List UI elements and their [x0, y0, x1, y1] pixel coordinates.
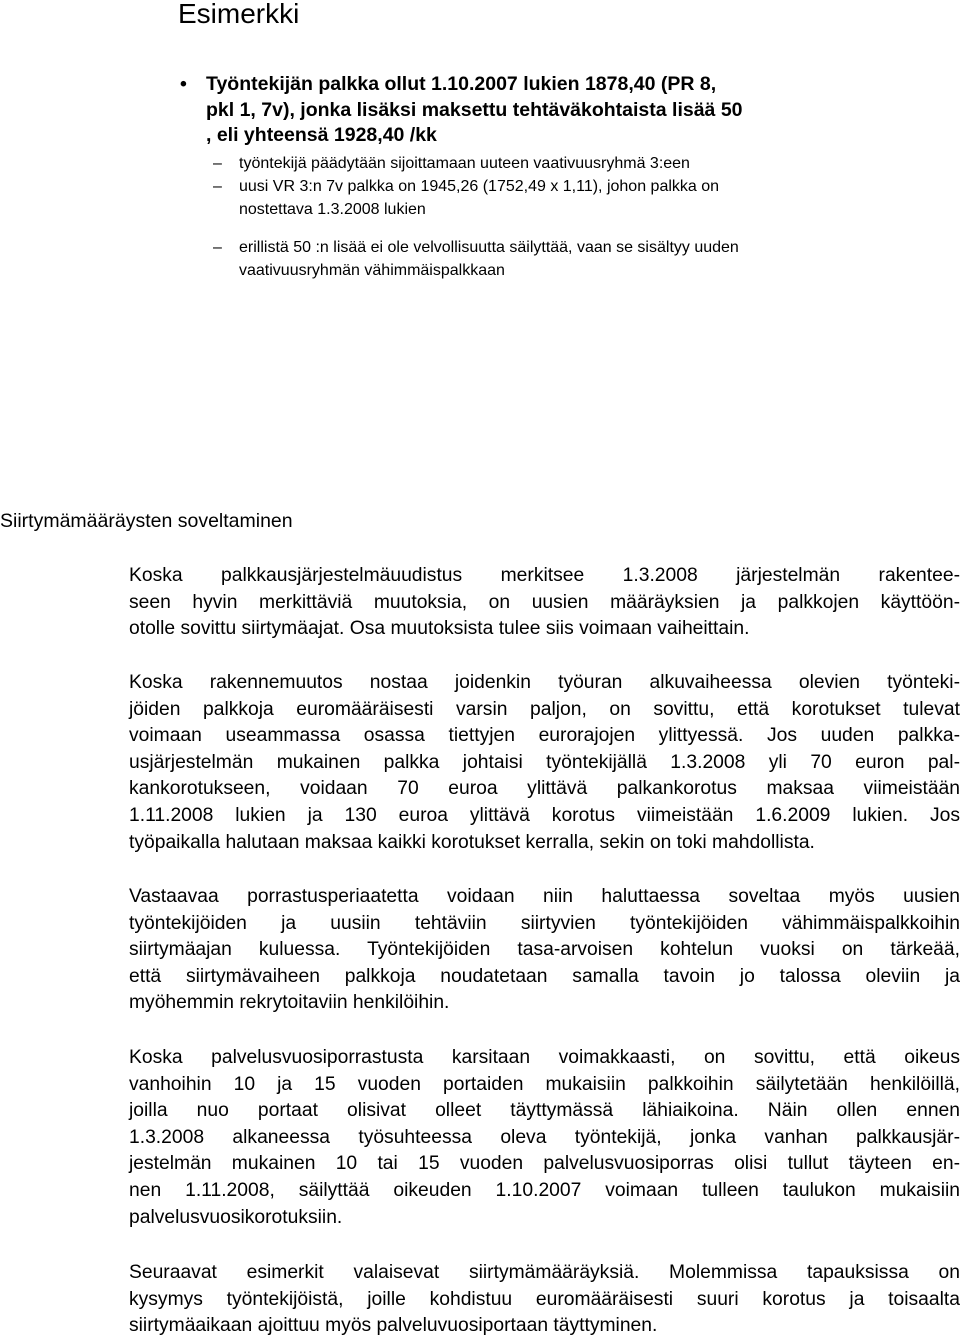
paragraph-line: myöhemmin rekrytoitaviin henkilöihin. — [129, 992, 450, 1014]
paragraph-line: jöiden palkkoja euromääräisesti varsin paljon, on sovittu, että korotukset tulevat — [129, 698, 960, 720]
paragraph-line: Vastaavaa porrastusperiaatetta voidaan niin haluttaessa soveltaa myös uusien — [129, 886, 960, 907]
sub-bullet-item — [213, 175, 853, 221]
sub-bullet-line: uusi VR 3:n 7v palkka on 1945,26 (1752,49 x 1,11), johon palkka on — [239, 178, 720, 195]
paragraph-line: siirtymäajan kuluessa. Työntekijöiden tasa-arvoisen kohtelun vuoksi on tärkeää, — [129, 939, 960, 961]
paragraph — [129, 670, 960, 856]
bullet-marker: • — [180, 73, 187, 95]
paragraph-line: seen hyvin merkittäviä muutoksia, on uusien määräyksien ja palkkojen käyttöön- — [129, 591, 960, 613]
dash-marker: – — [213, 239, 222, 256]
paragraph-line: usjärjestelmän mukainen palkka johtaisi työntekijällä 1.3.2008 yli 70 euron pal- — [129, 751, 960, 773]
sub-bullet-line: vaativuusryhmän vähimmäispalkkaan — [239, 262, 505, 279]
paragraph-line: kysymys työntekijöistä, joille kohdistuu euromääräisesti suuri korotus ja toisaalta — [129, 1288, 960, 1310]
section-heading: Siirtymämääräysten soveltaminen — [0, 510, 293, 532]
paragraph-line: 1.11.2008 lukien ja 130 euroa ylittävä korotus viimeistään 1.6.2009 lukien. Jos — [129, 804, 960, 826]
paragraph-line: otolle sovittu siirtymäajat. Osa muutoksista tulee siis voimaan vaiheittain. — [129, 618, 750, 640]
paragraph — [129, 1260, 960, 1340]
paragraph-line: joilla nuo portaat olisivat olleet täyttymässä lähiaikoina. Näin ollen ennen — [129, 1100, 960, 1122]
page-title: Esimerkki — [178, 0, 300, 29]
bullet-line: pkl 1, 7v), jonka lisäksi maksettu tehtäväkohtaista lisää 50 — [206, 98, 743, 121]
paragraph-line: nen 1.11.2008, säilyttää oikeuden 1.10.2007 voimaan tulleen taulukon mukaisiin — [129, 1179, 960, 1201]
paragraph — [129, 1045, 960, 1231]
bullet-line: , eli yhteensä 1928,40 /kk — [206, 124, 437, 146]
paragraph-line: siirtymäaikaan ajoittuu myös palveluvuosiportaan täyttyminen. — [129, 1315, 658, 1337]
bullet-line: Työntekijän palkka ollut 1.10.2007 lukien 1878,40 (PR 8, — [206, 73, 717, 95]
paragraph-line: Koska rakennemuutos nostaa joidenkin työuran alkuvaiheessa olevien työnteki- — [129, 672, 960, 693]
paragraph — [129, 563, 960, 643]
paragraph-line: Koska palvelusvuosiporrastusta karsitaan voimakkaasti, on sovittu, että oikeus — [129, 1047, 960, 1068]
paragraph-line: palvelusvuosikorotuksiin. — [129, 1206, 343, 1228]
paragraph-line: että siirtymävaiheen palkkoja noudatetaan samalla tavoin jo talossa oleviin ja — [129, 965, 960, 987]
paragraph-line: jestelmän mukainen 10 tai 15 vuoden palvelusvuosiporras olisi tullut täyteen en- — [129, 1153, 960, 1175]
sub-bullet-line: nostettava 1.3.2008 lukien — [239, 201, 426, 218]
paragraph-line: Koska palkkausjärjestelmäuudistus merkitsee 1.3.2008 järjestelmän rakentee- — [129, 565, 960, 586]
paragraph-line: työntekijöiden ja uusiin tehtäviin siirtyvien työntekijöiden vähimmäispalkkoihin — [129, 912, 960, 934]
paragraph-line: Seuraavat esimerkit valaisevat siirtymämääräyksiä. Molemmissa tapauksissa on — [129, 1262, 960, 1283]
bullet-text — [180, 72, 870, 149]
sub-bullet-item — [213, 152, 853, 175]
sub-bullet-line: erillistä 50 :n lisää ei ole velvollisuutta säilyttää, vaan se sisältyy uuden — [239, 239, 739, 256]
paragraph-line: vanhoihin 10 ja 15 vuoden portaiden mukaisiin palkkoihin säilytetään henkilöillä, — [129, 1073, 960, 1095]
dash-marker: – — [213, 178, 222, 195]
dash-marker: – — [213, 155, 222, 172]
sub-bullet-list — [213, 152, 853, 221]
paragraph-line: 1.3.2008 alkaneessa työsuhteessa oleva työntekijä, jonka vanhan palkkausjär- — [129, 1126, 960, 1148]
sub-bullet-line: työntekijä päädytään sijoittamaan uuteen vaativuusryhmä 3:een — [239, 155, 690, 172]
paragraph-line: kankorotukseen, voidaan 70 euroa ylittävä palkankorotus maksaa viimeistään — [129, 778, 960, 800]
sub-bullet-item — [213, 236, 853, 282]
sub-bullet-list — [213, 236, 853, 282]
paragraph-line: voimaan useammassa osassa tiettyjen eurorajojen ylittyessä. Jos uuden palkka- — [129, 725, 960, 747]
main-bullet-item — [180, 72, 870, 149]
paragraph-line: työpaikalla halutaan maksaa kaikki korotukset kerralla, sekin on toki mahdollista. — [129, 831, 815, 853]
paragraph — [129, 884, 960, 1017]
